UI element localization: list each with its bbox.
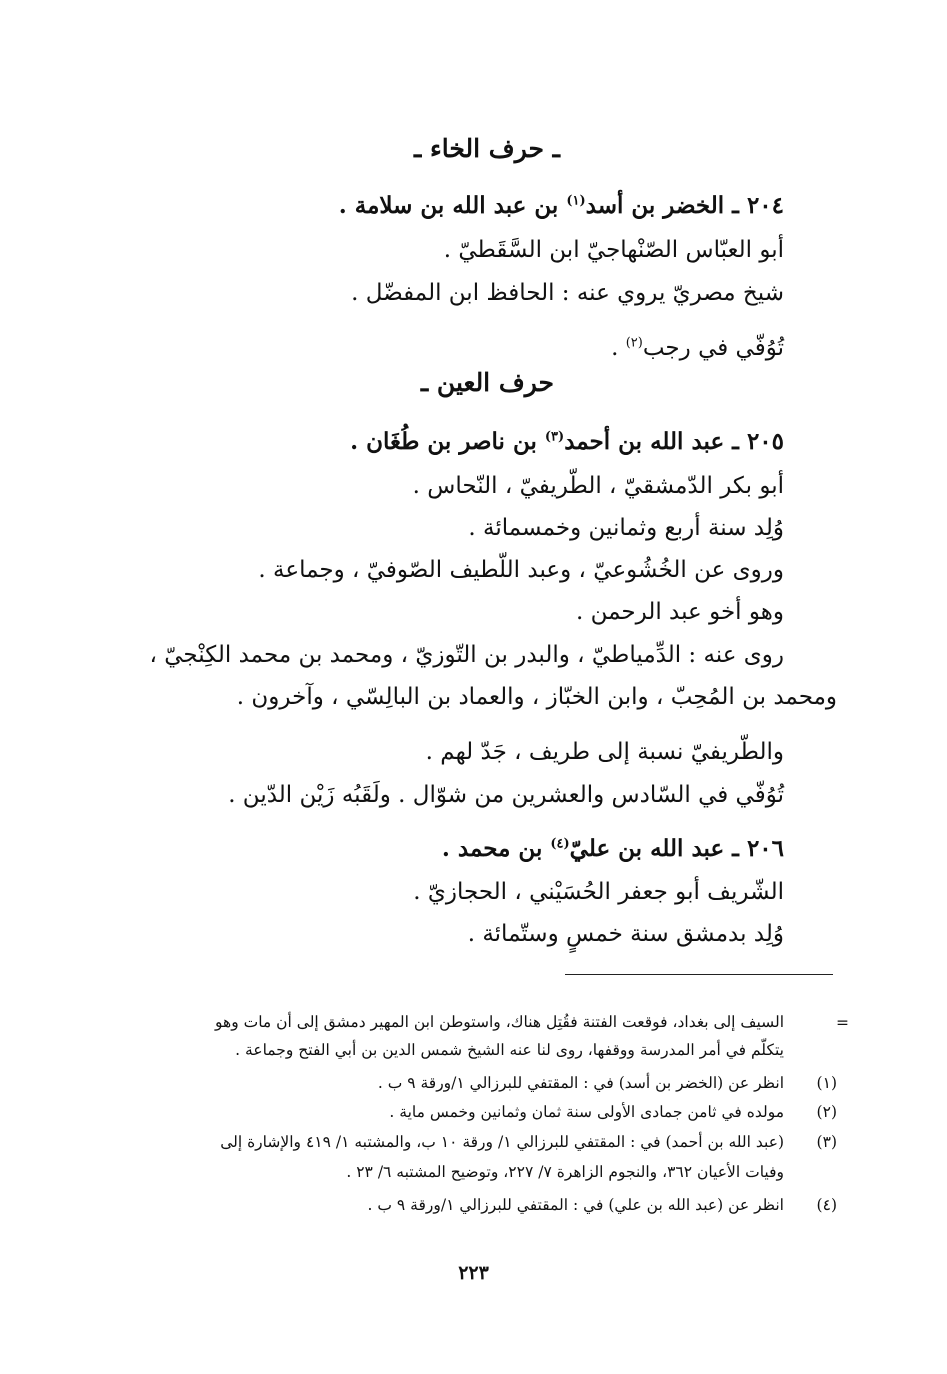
entry-205-title-rest: بن ناصر بن طُغَان . <box>350 428 545 455</box>
entry-205-line: ومحمد بن المُحِبّ ، وابن الخبّاز ، والعماد بن البالِسّي ، وآخرون . <box>236 684 837 710</box>
footnote-continuation-mark: = <box>836 1014 849 1032</box>
entry-205-title <box>350 427 784 457</box>
entry-205-title-name: ٢٠٥ ـ عبد الله بن أحمد <box>564 428 784 455</box>
footnote-separator <box>565 974 833 975</box>
footnote-ref-3[interactable]: (٣) <box>544 429 565 445</box>
footnote-number-4: (٤) <box>816 1196 837 1214</box>
footnote-ref-2[interactable]: (٢) <box>625 335 643 351</box>
entry-205-line: وُلِد سنة أربع وثمانين وخمسمائة . <box>468 515 784 541</box>
footnote-ref-1[interactable]: (١) <box>566 193 586 209</box>
footnote-continuation-line: السيف إلى بغداد، فوقعت الفتنة فقُتِل هناك، واستوطن ابن المهير دمشق إلى أن مات وهو <box>215 1013 784 1031</box>
footnote-1: انظر عن (الخضر بن أسد) في : المقتفي للبرزالي ١/ورقة ٩ ب . <box>377 1074 784 1092</box>
footnote-ref-4[interactable]: (٤) <box>550 836 570 852</box>
entry-204-line: شيخ مصريّ يروي عنه : الحافظ ابن المفضّل . <box>351 280 784 306</box>
entry-206-line: وُلِد بدمشق سنة خمسٍ وستّمائة . <box>467 921 784 947</box>
footnote-3: (عبد الله بن أحمد) في : المقتفي للبرزالي ١/ ورقة ١٠ ب، والمشتبه ١/ ٤١٩ والإشارة إلى <box>220 1133 784 1151</box>
footnote-4: انظر عن (عبد الله بن علي) في : المقتفي للبرزالي ١/ورقة ٩ ب . <box>367 1196 784 1214</box>
footnote-number-2: (٢) <box>816 1103 837 1121</box>
entry-204-line: أبو العبّاس الصّنْهاجيّ ابن السَّقَطيّ . <box>443 237 784 263</box>
entry-204-line: تُوُفّي في رجب$^{(٢)}$ . <box>611 335 784 361</box>
entry-206-title-name: ٢٠٦ ـ عبد الله بن عليّ <box>569 835 784 862</box>
entry-205-line: روى عنه : الدِّمياطيّ ، والبدر بن التّوزيّ ، ومحمد بن محمد الكِنْجيّ ، <box>149 642 784 668</box>
section-heading-kha: ـ حرف الخاء ـ <box>414 134 560 163</box>
entry-205-line: أبو بكر الدّمشقيّ ، الطّريفيّ ، النّحاس . <box>412 473 784 499</box>
page-number: ٢٢٣ <box>458 1262 489 1284</box>
entry-206-line: الشّريف أبو جعفر الحُسَيْني ، الحجازيّ . <box>413 879 784 905</box>
entry-205-line: تُوُفّي في السّادس والعشرين من شوّال . ولَقَبُه زَيْن الدّين . <box>228 782 784 808</box>
footnote-continuation-line: يتكلّم في أمر المدرسة ووقفها، روى لنا عنه الشيخ شمس الدين بن أبي الفتح وجماعة . <box>235 1041 784 1059</box>
entry-204-death: تُوُفّي في رجب <box>642 335 784 361</box>
section-heading-ayn: حرف العين ـ <box>420 368 554 397</box>
entry-204-title <box>339 191 784 221</box>
footnote-2: مولده في ثامن جمادى الأولى سنة ثمان وثمانين وخمس ماية . <box>389 1103 784 1121</box>
entry-204-title-name: ٢٠٤ ـ الخضر بن أسد <box>585 192 784 219</box>
entry-206-title <box>442 834 784 864</box>
entry-205-line: وروى عن الخُشُوعيّ ، وعبد اللّطيف الصّوفيّ ، وجماعة . <box>258 557 784 583</box>
footnote-number-3: (٣) <box>816 1133 837 1151</box>
entry-205-line: والطّريفيّ نسبة إلى طريف ، جَدّ لهم . <box>425 739 784 765</box>
entry-206-title-rest: بن محمد . <box>441 835 551 862</box>
entry-205-line: وهو أخو عبد الرحمن . <box>575 599 784 625</box>
footnote-number-1: (١) <box>816 1074 837 1092</box>
entry-204-title-rest: بن عبد الله بن سلامة . <box>338 192 567 219</box>
footnote-3: وفيات الأعيان ٣٦٢، والنجوم الزاهرة ٧/ ٢٢٧، وتوضيح المشتبه ٦/ ٢٣ . <box>346 1163 784 1181</box>
